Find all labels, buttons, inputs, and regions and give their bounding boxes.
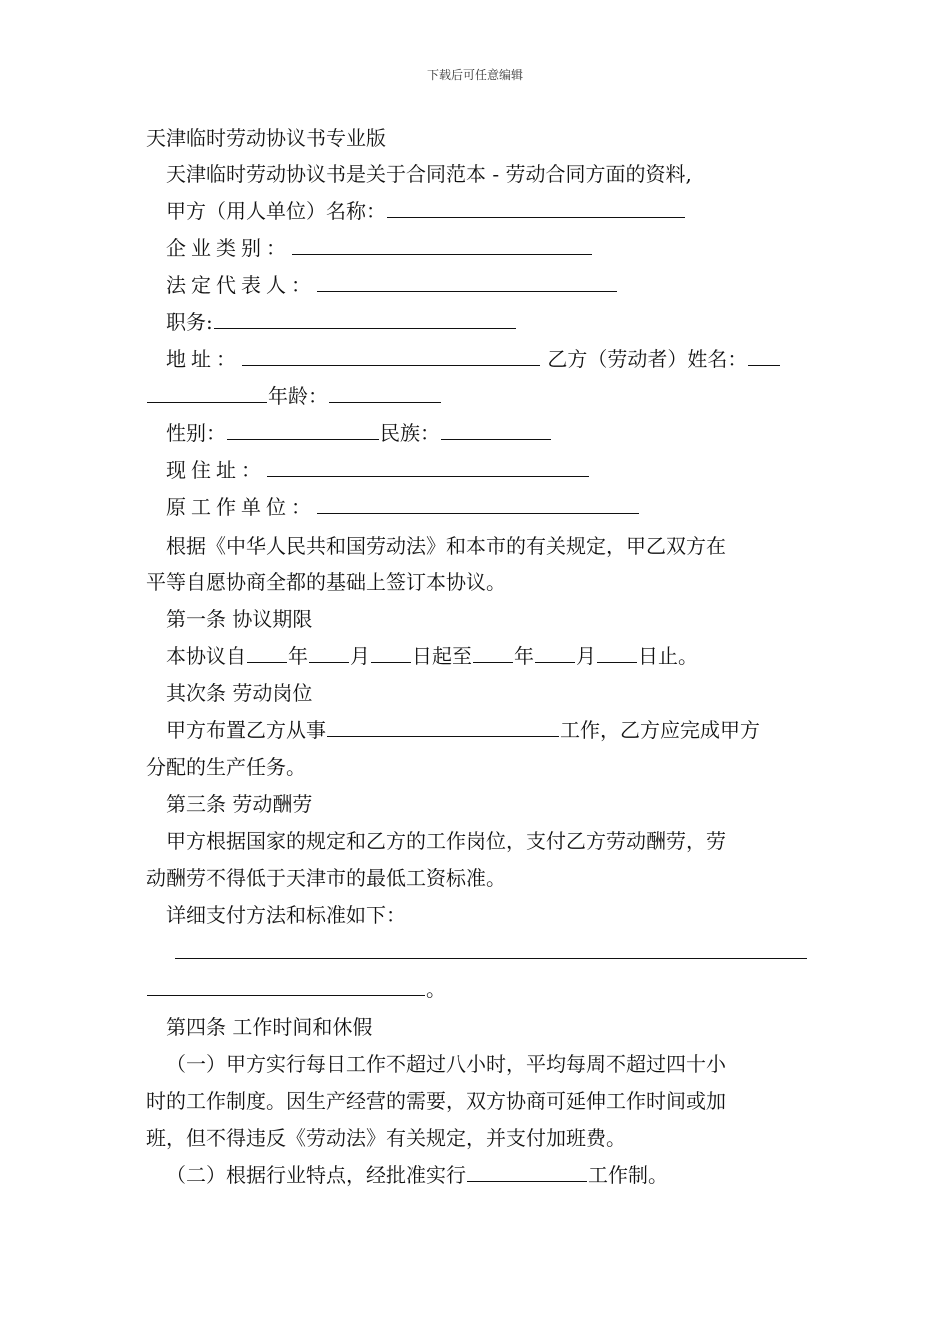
blank-line <box>441 421 551 440</box>
blank-line <box>242 347 540 366</box>
payment-blank-line-1 <box>174 938 808 966</box>
text: 本协议自 <box>166 644 246 668</box>
field-label: 年龄： <box>268 384 328 408</box>
article-4-item-1-line-2: 时的工作制度。因生产经营的需要，双方协商可延伸工作时间或加 <box>146 1089 726 1113</box>
field-label: 地址： <box>166 347 241 371</box>
text: 年 <box>514 644 534 668</box>
blank-line <box>473 644 513 663</box>
preamble-line-2: 平等自愿协商全都的基础上签订本协议。 <box>146 570 506 594</box>
legal-rep-field <box>166 271 618 299</box>
text: 工作，乙方应完成甲方 <box>560 718 760 742</box>
party-a-name-field <box>166 197 686 225</box>
page-header: 下载后可任意编辑 <box>426 68 523 82</box>
enterprise-type-field <box>166 234 593 262</box>
agreement-period-line <box>166 642 698 670</box>
text: 月 <box>576 644 596 668</box>
blank-line <box>327 718 559 737</box>
blank-line <box>371 644 411 663</box>
position-field <box>166 308 517 336</box>
blank-line <box>309 644 349 663</box>
former-employer-field <box>166 493 640 521</box>
payment-blank-line-2 <box>146 975 446 1003</box>
article-3-title: 第三条 劳动酬劳 <box>166 792 313 816</box>
article-4-title: 第四条 工作时间和休假 <box>166 1015 373 1039</box>
article-4-item-1-line-3: 班，但不得违反《劳动法》有关规定，并支付加班费。 <box>146 1126 626 1150</box>
field-label: 企业类别： <box>166 236 291 260</box>
article-2-title: 其次条 劳动岗位 <box>166 681 313 705</box>
blank-line <box>227 421 379 440</box>
blank-line <box>214 310 516 329</box>
text: 日止。 <box>638 644 698 668</box>
blank-line <box>292 236 592 255</box>
preamble-line-1: 根据《中华人民共和国劳动法》和本市的有关规定，甲乙双方在 <box>166 534 726 558</box>
intro-text: 天津临时劳动协议书是关于合同范本 - 劳动合同方面的资料, <box>166 162 692 186</box>
blank-line <box>147 384 267 403</box>
blank-line <box>329 384 441 403</box>
field-label: 性别： <box>166 421 226 445</box>
blank-line <box>147 977 425 996</box>
field-label: 民族： <box>380 421 440 445</box>
article-2-line-2: 分配的生产任务。 <box>146 755 306 779</box>
age-field <box>146 382 442 410</box>
blank-line <box>247 644 287 663</box>
article-4-item-1-line-1: （一）甲方实行每日工作不超过八小时，平均每周不超过四十小 <box>166 1052 726 1076</box>
text: 日起至 <box>412 644 472 668</box>
text: 年 <box>288 644 308 668</box>
text: 甲方布置乙方从事 <box>166 718 326 742</box>
blank-line <box>175 940 807 959</box>
document-title: 天津临时劳动协议书专业版 <box>146 126 386 150</box>
text: 。 <box>426 977 446 1001</box>
payment-detail-label: 详细支付方法和标准如下： <box>166 903 406 927</box>
article-3-line-2: 动酬劳不得低于天津市的最低工资标准。 <box>146 866 506 890</box>
blank-line <box>267 458 589 477</box>
field-label: 法定代表人： <box>166 273 316 297</box>
field-label: 职务: <box>166 310 213 334</box>
article-4-item-2 <box>166 1161 668 1189</box>
blank-line <box>387 199 685 218</box>
blank-line <box>535 644 575 663</box>
text: 工作制。 <box>588 1163 668 1187</box>
article-2-line-1 <box>166 716 760 744</box>
current-address-field <box>166 456 590 484</box>
field-label: 甲方（用人单位）名称： <box>166 199 386 223</box>
article-1-title: 第一条 协议期限 <box>166 607 313 631</box>
blank-line <box>748 347 780 366</box>
field-label: 现住址： <box>166 458 266 482</box>
field-label: 原工作单位： <box>166 495 316 519</box>
address-party-b-field <box>166 345 781 373</box>
blank-line <box>467 1163 587 1182</box>
text: 月 <box>350 644 370 668</box>
gender-ethnicity-field <box>166 419 552 447</box>
text: （二）根据行业特点，经批准实行 <box>166 1163 466 1187</box>
field-label: 乙方（劳动者）姓名： <box>547 347 748 371</box>
blank-line <box>317 273 617 292</box>
blank-line <box>597 644 637 663</box>
article-3-line-1: 甲方根据国家的规定和乙方的工作岗位，支付乙方劳动酬劳，劳 <box>166 829 726 853</box>
blank-line <box>317 495 639 514</box>
